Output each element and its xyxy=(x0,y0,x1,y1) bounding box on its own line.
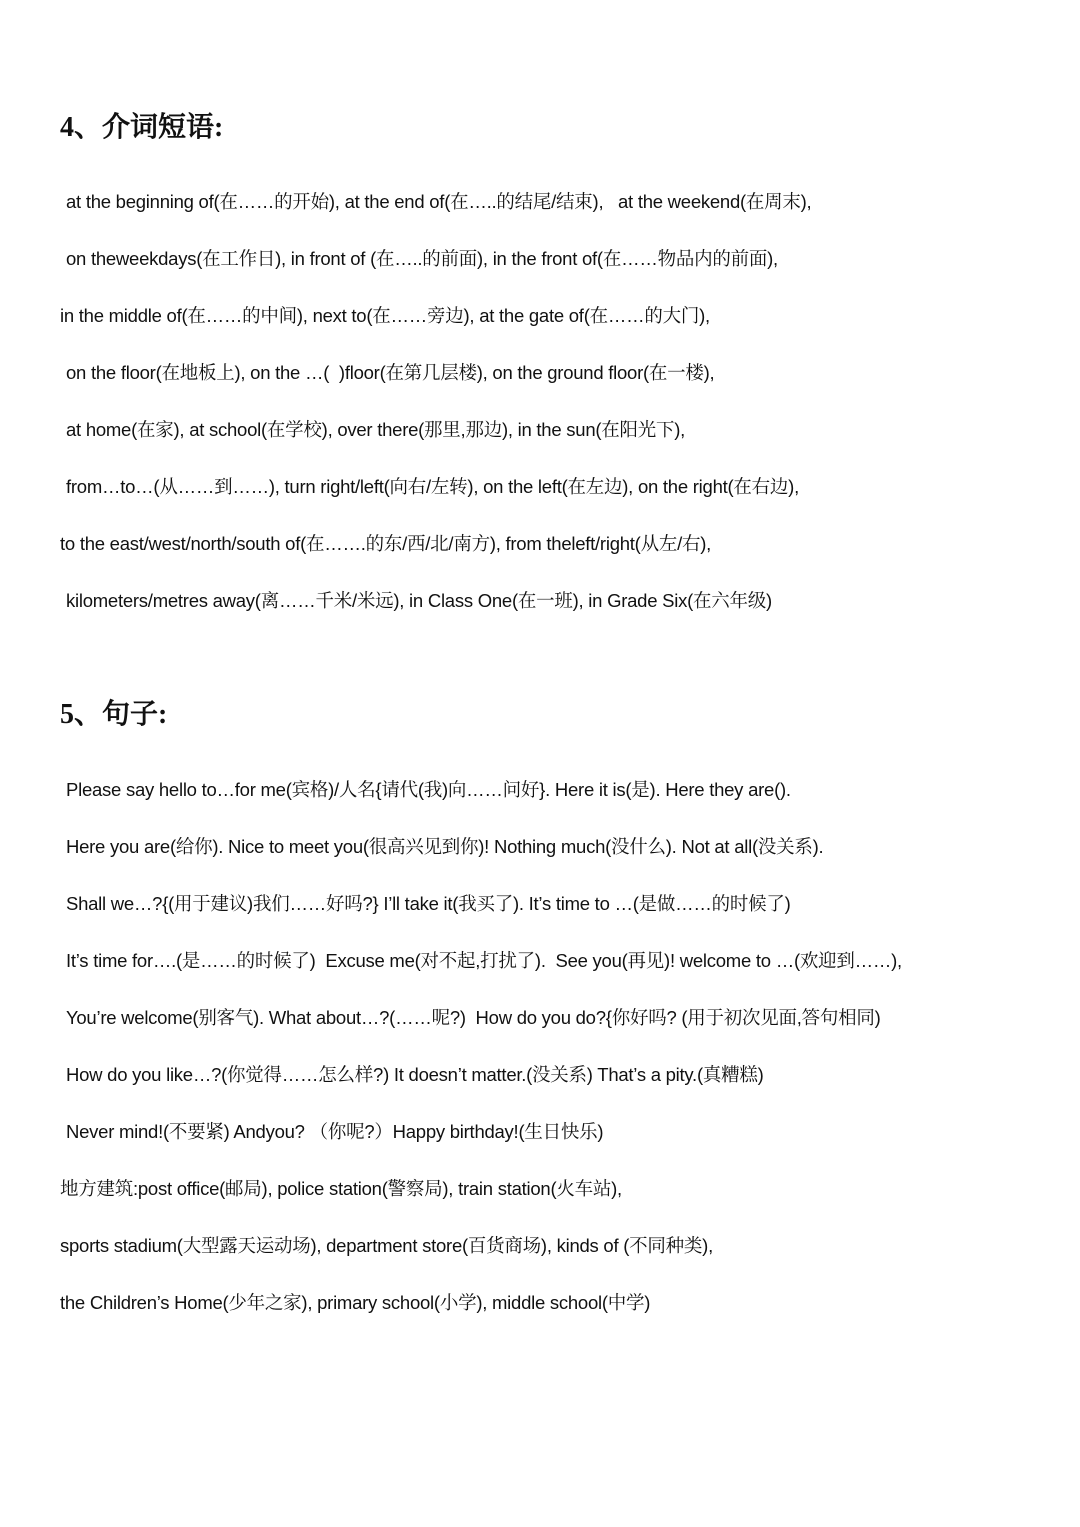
text-line: 地方建筑:post office(邮局), police station(警察局), train station(火车站), xyxy=(60,1178,622,1199)
text-line: sports stadium(大型露天运动场), department store(百货商场), kinds of (不同种类), xyxy=(60,1235,713,1256)
text-line: You’re welcome(别客气). What about…?(……呢?) How do you do?{你好吗? (用于初次见面,答句相同) xyxy=(66,1007,881,1028)
text-line: Here you are(给你). Nice to meet you(很高兴见到你)! Nothing much(没什么). Not at all(没关系). xyxy=(66,836,824,857)
text-line: on theweekdays(在工作日), in front of (在…..的前面), in the front of(在……物品内的前面), xyxy=(66,248,778,269)
section-heading-prepositional-phrases: 4、介词短语: xyxy=(60,112,224,143)
text-line: on the floor(在地板上), on the …( )floor(在第几层楼), on the ground floor(在一楼), xyxy=(66,362,715,383)
section-heading-sentences: 5、句子: xyxy=(60,699,168,730)
text-line: at the beginning of(在……的开始), at the end of(在…..的结尾/结束), at the weekend(在周末), xyxy=(66,191,812,212)
text-line: the Children’s Home(少年之家), primary school(小学), middle school(中学) xyxy=(60,1292,651,1313)
prepositional-phrases-list xyxy=(60,173,1070,629)
text-line: from…to…(从……到……), turn right/left(向右/左转), on the left(在左边), on the right(在右边), xyxy=(66,476,799,497)
text-line: Never mind!(不要紧) Andyou? （你呢?）Happy birthday!(生日快乐) xyxy=(66,1121,604,1142)
text-line: It’s time for….(是……的时候了) Excuse me(对不起,打扰了). See you(再见)! welcome to …(欢迎到……), xyxy=(66,950,902,971)
text-line: How do you like…?(你觉得……怎么样?) It doesn’t matter.(没关系) That’s a pity.(真糟糕) xyxy=(66,1064,764,1085)
sentences-list xyxy=(60,761,1070,1331)
text-line: kilometers/metres away(离……千米/米远), in Class One(在一班), in Grade Six(在六年级) xyxy=(66,590,772,611)
text-line: at home(在家), at school(在学校), over there(那里,那边), in the sun(在阳光下), xyxy=(66,419,686,440)
text-line: in the middle of(在……的中间), next to(在……旁边), at the gate of(在……的大门), xyxy=(60,305,710,326)
text-line: to the east/west/north/south of(在…….的东/西/北/南方), from theleft/right(从左/右), xyxy=(60,533,712,554)
text-line: Please say hello to…for me(宾格)/人名{请代(我)向……问好}. Here it is(是). Here they are(). xyxy=(66,779,791,800)
text-line: Shall we…?{(用于建议)我们……好吗?} I’ll take it(我买了). It’s time to …(是做……的时候了) xyxy=(66,893,791,914)
